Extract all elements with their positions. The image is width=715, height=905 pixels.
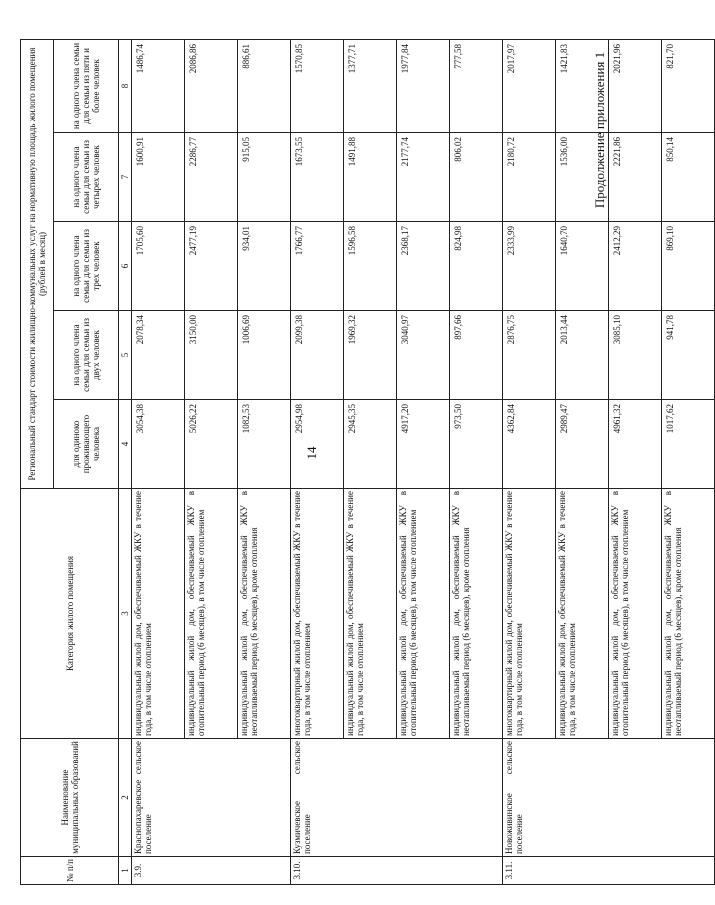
cost-value: 2180,72 <box>503 133 556 222</box>
column-index: 4 <box>119 400 132 489</box>
cost-value: 2099,38 <box>291 311 344 400</box>
housing-category: индивидуальный жилой дом, обеспечиваемый ЖКУ в отопительный период (6 месяцев), в том числе отоплением <box>609 489 662 739</box>
page-number: 14 <box>304 446 319 460</box>
housing-category: многоквартирный жилой дом, обеспечиваемый ЖКУ в течение года, в том числе отоплением <box>503 489 556 739</box>
cost-value: 1491,88 <box>344 133 397 222</box>
cost-value: 2017,97 <box>503 39 556 132</box>
cost-value: 1017,62 <box>662 400 715 489</box>
header-num: № п/п <box>21 857 119 885</box>
cost-value: 824,98 <box>450 222 503 311</box>
cost-value: 2477,19 <box>185 222 238 311</box>
cost-value: 1673,55 <box>291 133 344 222</box>
municipality-name: Краснопахаревское сельское поселение <box>132 739 291 857</box>
column-index: 1 <box>119 857 132 885</box>
table-row <box>291 39 344 884</box>
cost-value: 1570,85 <box>291 39 344 132</box>
table-row <box>132 39 185 884</box>
housing-category: индивидуальный жилой дом, обеспечиваемый ЖКУ в отопительный период (6 месяцев), в том числе отоплением <box>397 489 450 739</box>
housing-category: индивидуальный жилой дом, обеспечиваемый ЖКУ в течение года, в том числе отоплением <box>556 489 609 739</box>
cost-value: 1377,71 <box>344 39 397 132</box>
cost-value: 1006,69 <box>238 311 291 400</box>
cost-value: 3040,97 <box>397 311 450 400</box>
cost-value: 1969,32 <box>344 311 397 400</box>
cost-value: 821,70 <box>662 39 715 132</box>
housing-category: индивидуальный жилой дом, обеспечиваемый ЖКУ в отопительный период (6 месяцев), в том числе отоплением <box>185 489 238 739</box>
cost-value: 3150,00 <box>185 311 238 400</box>
cost-value: 3085,10 <box>609 311 662 400</box>
cost-value: 1766,77 <box>291 222 344 311</box>
cost-value: 1486,74 <box>132 39 185 132</box>
cost-value: 2286,77 <box>185 133 238 222</box>
cost-value: 2221,86 <box>609 133 662 222</box>
cost-value: 4362,84 <box>503 400 556 489</box>
header-col-7: на одного члена семьи для семьи из четырех человек <box>54 133 119 222</box>
cost-value: 2368,17 <box>397 222 450 311</box>
header-col-4: для одиноко проживающего человека <box>54 400 119 489</box>
cost-value: 2945,35 <box>344 400 397 489</box>
column-index: 6 <box>119 222 132 311</box>
header-col-5: на одного члена семьи для семьи из двух человек <box>54 311 119 400</box>
column-index: 2 <box>119 739 132 857</box>
municipality-name: Кузмичевское сельское поселение <box>291 739 503 857</box>
housing-category: индивидуальный жилой дом, обеспечиваемый ЖКУ в течение года, в том числе отоплением <box>344 489 397 739</box>
cost-value: 2177,74 <box>397 133 450 222</box>
housing-category: многоквартирный жилой дом, обеспечиваемый ЖКУ в течение года, в том числе отоплением <box>291 489 344 739</box>
header-municipality: Наименование муниципальных образований <box>21 739 119 857</box>
cost-value: 2078,34 <box>132 311 185 400</box>
cost-value: 1421,83 <box>556 39 609 132</box>
cost-value: 4961,32 <box>609 400 662 489</box>
cost-value: 806,02 <box>450 133 503 222</box>
column-index: 8 <box>119 39 132 132</box>
cost-value: 1640,70 <box>556 222 609 311</box>
cost-value: 897,66 <box>450 311 503 400</box>
column-index: 7 <box>119 133 132 222</box>
cost-value: 2086,86 <box>185 39 238 132</box>
cost-value: 2954,98 <box>291 400 344 489</box>
cost-value: 3054,38 <box>132 400 185 489</box>
cost-value: 869,10 <box>662 222 715 311</box>
cost-value: 2333,99 <box>503 222 556 311</box>
cost-value: 2013,44 <box>556 311 609 400</box>
municipality-name: Новоживинское сельское поселение <box>503 739 715 857</box>
header-regional-standard: Региональный стандарт стоимости жилищно-коммунальных услуг на нормативную площадь жилого помещения (рублей в месяц) <box>21 39 54 488</box>
cost-value: 973,50 <box>450 400 503 489</box>
housing-category: индивидуальный жилой дом, обеспечиваемый ЖКУ в неотапливаемый период (6 месяцев), кроме отопления <box>662 489 715 739</box>
header-category: Категория жилого помещения <box>21 489 119 739</box>
cost-value: 4917,20 <box>397 400 450 489</box>
housing-category: индивидуальный жилой дом, обеспечиваемый ЖКУ в течение года, в том числе отоплением <box>132 489 185 739</box>
cost-value: 2412,29 <box>609 222 662 311</box>
header-col-8: на одного члена семьи для семьи из пяти и более человек <box>54 39 119 132</box>
cost-value: 1596,58 <box>344 222 397 311</box>
cost-value: 1977,84 <box>397 39 450 132</box>
header-col-6: на одного члена семьи для семьи из трех человек <box>54 222 119 311</box>
cost-value: 1600,91 <box>132 133 185 222</box>
column-index: 5 <box>119 311 132 400</box>
cost-value: 2876,75 <box>503 311 556 400</box>
row-number: 3.11. <box>503 857 715 885</box>
table-row <box>503 39 556 884</box>
housing-category: индивидуальный жилой дом, обеспечиваемый ЖКУ в неотапливаемый период (6 месяцев), кроме отопления <box>450 489 503 739</box>
cost-value: 886,61 <box>238 39 291 132</box>
cost-value: 2989,47 <box>556 400 609 489</box>
cost-value: 850,14 <box>662 133 715 222</box>
cost-value: 941,78 <box>662 311 715 400</box>
cost-value: 2021,96 <box>609 39 662 132</box>
cost-value: 5026,22 <box>185 400 238 489</box>
cost-value: 915,05 <box>238 133 291 222</box>
cost-value: 777,58 <box>450 39 503 132</box>
housing-category: индивидуальный жилой дом, обеспечиваемый ЖКУ в неотапливаемый период (6 месяцев), кроме отопления <box>238 489 291 739</box>
cost-value: 1705,60 <box>132 222 185 311</box>
cost-value: 1536,00 <box>556 133 609 222</box>
appendix-continuation-label: Продолжение приложения 1 <box>592 51 607 209</box>
row-number: 3.9. <box>132 857 291 885</box>
table-body <box>132 39 715 884</box>
cost-value: 1082,53 <box>238 400 291 489</box>
column-index: 3 <box>119 489 132 739</box>
housing-cost-standard-table <box>20 39 715 885</box>
column-index-row <box>119 39 132 884</box>
cost-value: 934,01 <box>238 222 291 311</box>
row-number: 3.10. <box>291 857 503 885</box>
